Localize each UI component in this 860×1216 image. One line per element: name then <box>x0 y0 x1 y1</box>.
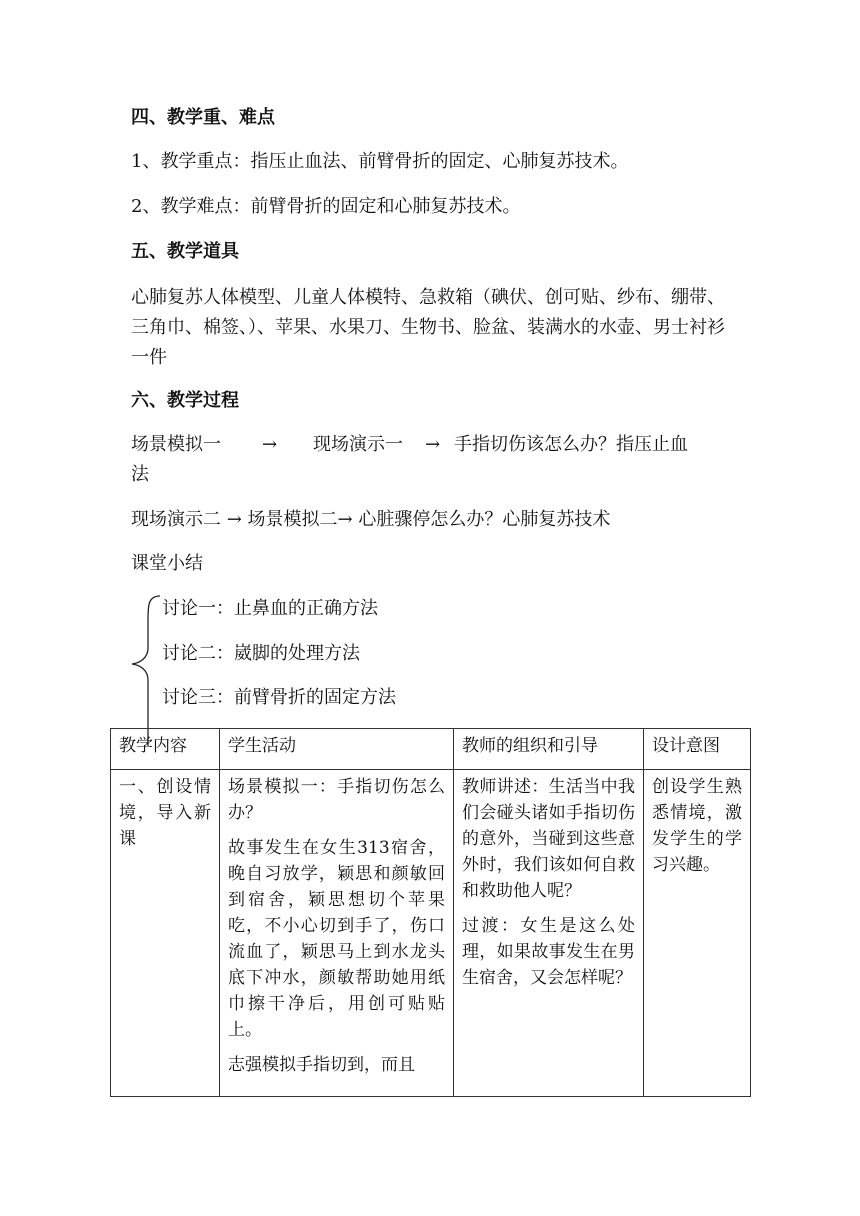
discussion-item: 讨论一：止鼻血的正确方法 <box>162 598 378 619</box>
student-activity-paragraph: 故事发生在女生313宿舍，晚自习放学，颖思和颜敏回到宿舍，颖思想切个苹果吃，不小心切到手了，伤口流血了，颖思马上到水龙头底下冲水，颜敏帮助她用纸巾擦干净后，用创可贴贴上。 <box>228 838 445 1040</box>
header-cell-student-activity: 学生活动 <box>220 729 454 770</box>
student-activity-paragraph: 志强模拟手指切到，而且 <box>228 1055 415 1075</box>
cell-content-text: 一、创设情境，导入新课 <box>119 777 211 849</box>
header-cell-teacher-guidance: 教师的组织和引导 <box>454 729 644 770</box>
header-cell-design-intent: 设计意图 <box>644 729 751 770</box>
teacher-guidance-paragraph: 教师讲述：生活当中我们会碰头诸如手指切伤的意外，当碰到这些意外时，我们该如何自救和救助他人呢？ <box>462 777 635 901</box>
section-heading-teaching-process: 六、教学过程 <box>131 390 239 411</box>
section-heading-teaching-tools: 五、教学道具 <box>131 241 239 262</box>
flow-line-2: 现场演示二 → 场景模拟二→ 心脏骤停怎么办？心肺复苏技术 <box>131 509 611 530</box>
flow-arrow: → <box>262 434 278 455</box>
cell-teacher-guidance <box>454 770 644 1097</box>
cell-design-intent <box>644 770 751 1097</box>
class-summary-label: 课堂小结 <box>131 553 203 574</box>
discussion-item: 讨论二：崴脚的处理方法 <box>162 643 360 664</box>
cell-student-activity <box>220 770 454 1097</box>
section-heading-key-points: 四、教学重、难点 <box>131 107 275 128</box>
table-header-row <box>111 729 751 770</box>
flow-step-demo-1: 现场演示一 <box>313 434 403 455</box>
discussion-item: 讨论三：前臂骨折的固定方法 <box>162 687 396 708</box>
design-intent-text: 创设学生熟悉情境，激发学生的学习兴趣。 <box>652 777 742 875</box>
flow-arrow: → <box>425 434 441 455</box>
flow-step-question-1-cont: 法 <box>131 464 149 485</box>
cell-content <box>111 770 220 1097</box>
flow-step-question-1: 手指切伤该怎么办？指压止血 <box>454 434 688 455</box>
flow-step-scene-1: 场景模拟一 <box>131 434 221 455</box>
key-point-item: 1、教学重点：指压止血法、前臂骨折的固定、心肺复苏技术。 <box>131 151 629 172</box>
teaching-tools-text: 心肺复苏人体模型、儿童人体模特、急救箱（碘伏、创可贴、纱布、绷带、三角巾、棉签、）、苹果、水果刀、生物书、脸盆、装满水的水壶、男士衬衫一件 <box>131 287 725 368</box>
student-activity-paragraph: 场景模拟一：手指切伤怎么办？ <box>228 777 445 823</box>
lesson-plan-table <box>110 728 751 1097</box>
difficult-point-item: 2、教学难点：前臂骨折的固定和心肺复苏技术。 <box>131 196 521 217</box>
teacher-guidance-paragraph: 过渡：女生是这么处理，如果故事发生在男生宿舍，又会怎样呢？ <box>462 916 635 988</box>
table-row <box>111 770 751 1097</box>
header-cell-content: 教学内容 <box>111 729 220 770</box>
